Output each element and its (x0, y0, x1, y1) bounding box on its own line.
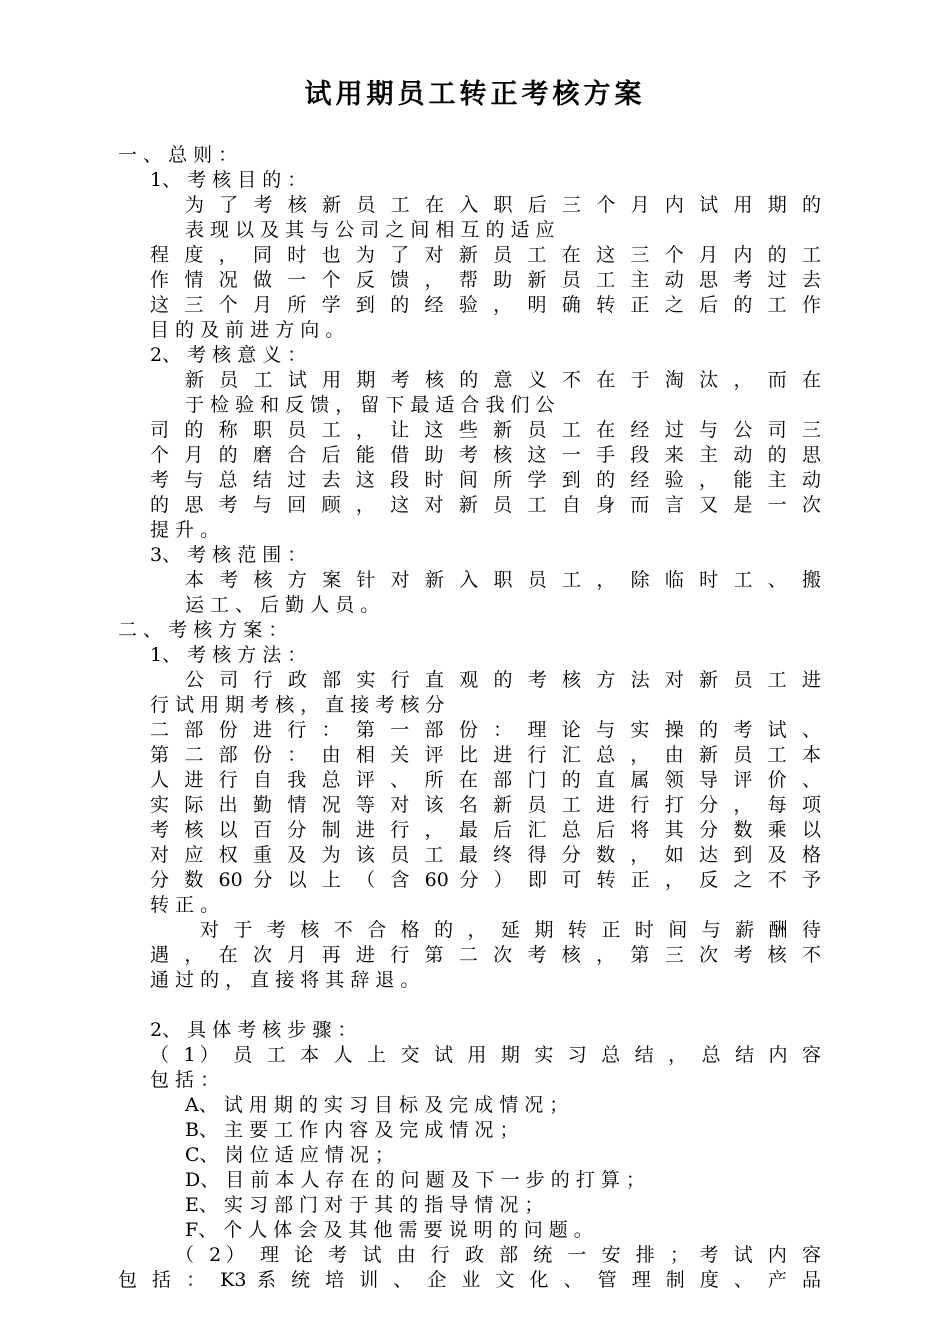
paragraph-line: 分 数 60 分 以 上 （ 含 60 分 ） 即 可 转 正 ， 反 之 不 予 (150, 869, 821, 891)
paragraph-line: 本 考 核 方 案 针 对 新 入 职 员 工 ， 除 临 时 工 、 搬 (185, 569, 821, 591)
paragraph-line: 表 现 以 及 其 与 公 司 之 间 相 互 的 适 应 (185, 219, 555, 241)
paragraph-line: F、 个 人 体 会 及 其 他 需 要 说 明 的 问 题 。 (185, 1219, 593, 1241)
paragraph-line: B、 主 要 工 作 内 容 及 完 成 情 况 ； (185, 1119, 519, 1141)
paragraph-line: （ 1） 员 工 本 人 上 交 试 用 期 实 习 总 结 ， 总 结 内 容 (150, 1044, 821, 1066)
paragraph-line: 考 核 以 百 分 制 进 行 ， 最 后 汇 总 后 将 其 分 数 乘 以 (150, 819, 821, 841)
subsection-heading: 2、 具 体 考 核 步 骤 ： (150, 1019, 357, 1041)
paragraph-line: 公 司 行 政 部 实 行 直 观 的 考 核 方 法 对 新 员 工 进 (185, 669, 821, 691)
paragraph-line: 作 情 况 做 一 个 反 馈 ， 帮 助 新 员 工 主 动 思 考 过 去 (150, 269, 821, 291)
paragraph-line: 人 进 行 自 我 总 评 、 所 在 部 门 的 直 属 领 导 评 价 、 (150, 769, 821, 791)
paragraph-line: 行 试 用 期 考 核 ， 直 接 考 核 分 (150, 694, 445, 716)
document-title: 试用期员工转正考核方案 (304, 79, 646, 110)
paragraph-line: D、 目 前 本 人 存 在 的 问 题 及 下 一 步 的 打 算 ； (185, 1169, 645, 1191)
paragraph-line: 遇 ， 在 次 月 再 进 行 第 二 次 考 核 ， 第 三 次 考 核 不 (150, 944, 821, 966)
paragraph-line: 转 正 。 (150, 894, 220, 916)
paragraph-line: 于 检 验 和 反 馈 ， 留 下 最 适 合 我 们 公 (185, 394, 555, 416)
section-heading: 二 、 考 核 方 案 ： (118, 619, 288, 641)
paragraph-line: 提 升 。 (150, 519, 220, 541)
subsection-heading: 1、 考 核 目 的 ： (150, 169, 307, 191)
subsection-heading: 1、 考 核 方 法 ： (150, 644, 307, 666)
paragraph-line: 的 思 考 与 回 顾 ， 这 对 新 员 工 自 身 而 言 又 是 一 次 (150, 494, 821, 516)
paragraph-line: 程 度 ， 同 时 也 为 了 对 新 员 工 在 这 三 个 月 内 的 工 (150, 244, 821, 266)
paragraph-line: 考 与 总 结 过 去 这 段 时 间 所 学 到 的 经 验 ， 能 主 动 (150, 469, 821, 491)
subsection-heading: 3、 考 核 范 围 ： (150, 544, 307, 566)
paragraph-line: 第 二 部 份 ： 由 相 关 评 比 进 行 汇 总 ， 由 新 员 工 本 (150, 744, 821, 766)
paragraph-line: 目 的 及 前 进 方 向 。 (150, 319, 345, 341)
paragraph-line: 对 于 考 核 不 合 格 的 ， 延 期 转 正 时 间 与 薪 酬 待 (200, 919, 821, 941)
paragraph-line: 通 过 的 ， 直 接 将 其 辞 退 。 (150, 969, 420, 991)
paragraph-line: E、 实 习 部 门 对 于 其 的 指 导 情 况 ； (185, 1194, 544, 1216)
paragraph-line: C、 岗 位 适 应 情 况 ； (185, 1144, 394, 1166)
paragraph-line: 个 月 的 磨 合 后 能 借 助 考 核 这 一 手 段 来 主 动 的 思 (150, 444, 821, 466)
section-heading: 一 、 总 则 ： (118, 144, 238, 166)
subsection-heading: 2、 考 核 意 义 ： (150, 344, 307, 366)
paragraph-line: 包 括 ： (150, 1069, 220, 1091)
paragraph-line: 司 的 称 职 员 工 ， 让 这 些 新 员 工 在 经 过 与 公 司 三 (150, 419, 821, 441)
paragraph-line: 运 工 、 后 勤 人 员 。 (185, 594, 380, 616)
paragraph-line: A、 试 用 期 的 实 习 目 标 及 完 成 情 况 ； (185, 1094, 569, 1116)
paragraph-line: 包 括 ： K3 系 统 培 训 、 企 业 文 化 、 管 理 制 度 、 产 品 (118, 1269, 821, 1291)
paragraph-line: 对 应 权 重 及 为 该 员 工 最 终 得 分 数 ， 如 达 到 及 格 (150, 844, 821, 866)
paragraph-line: 为 了 考 核 新 员 工 在 入 职 后 三 个 月 内 试 用 期 的 (185, 194, 821, 216)
paragraph-line: 这 三 个 月 所 学 到 的 经 验 ， 明 确 转 正 之 后 的 工 作 (150, 294, 821, 316)
paragraph-line: （ 2） 理 论 考 试 由 行 政 部 统 一 安 排 ； 考 试 内 容 (175, 1244, 821, 1266)
paragraph-line: 实 际 出 勤 情 况 等 对 该 名 新 员 工 进 行 打 分 ， 每 项 (150, 794, 821, 816)
paragraph-line: 二 部 份 进 行 ： 第 一 部 份 ： 理 论 与 实 操 的 考 试 、 (150, 719, 821, 741)
paragraph-line: 新 员 工 试 用 期 考 核 的 意 义 不 在 于 淘 汰 ， 而 在 (185, 369, 821, 391)
